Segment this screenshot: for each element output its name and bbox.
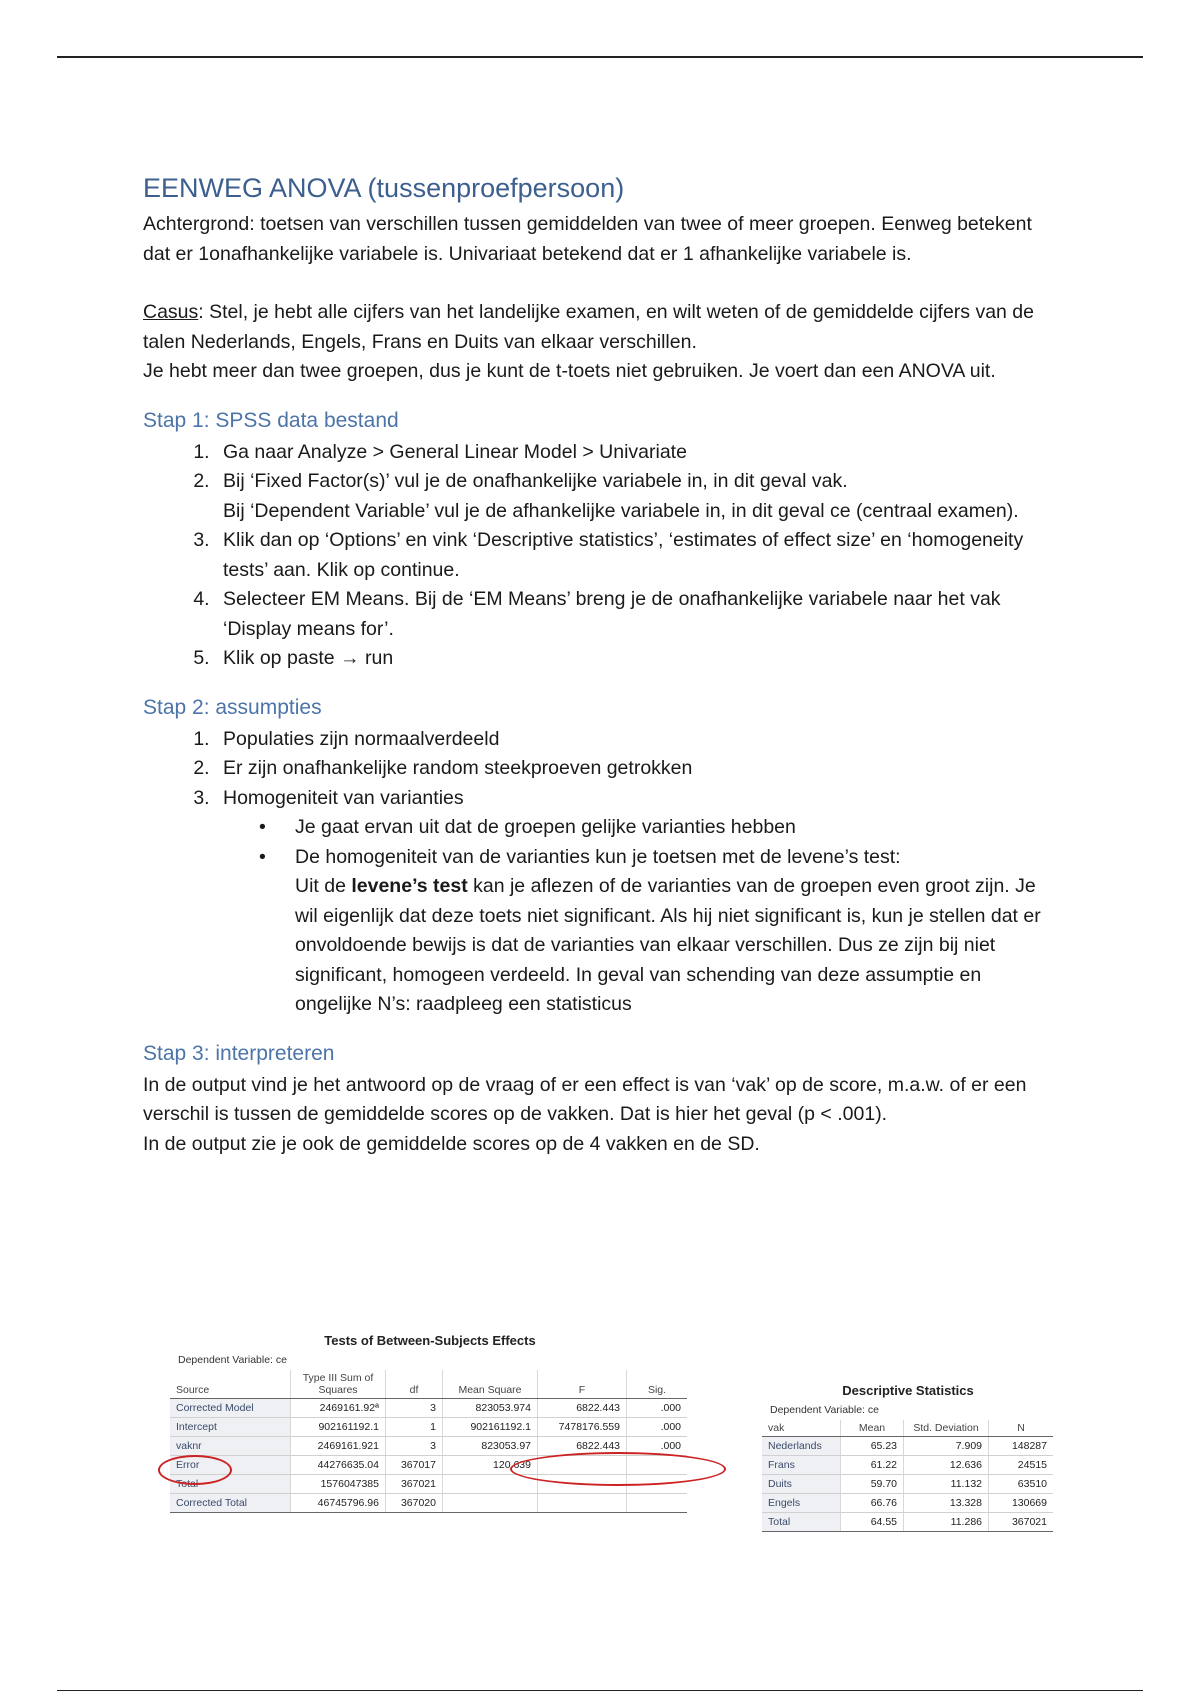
table-row bbox=[170, 1418, 687, 1437]
list-item bbox=[215, 467, 1063, 526]
table-cell: Engels bbox=[762, 1494, 841, 1513]
list-item: 1. Populaties zijn normaalverdeeld bbox=[215, 725, 1063, 755]
table-cell: 2469161.921 bbox=[291, 1437, 386, 1456]
table-row bbox=[762, 1494, 1053, 1513]
list-item: 5. Klik op paste → run bbox=[215, 644, 1063, 674]
column-header: Mean Square bbox=[443, 1370, 538, 1399]
casus-paragraph-2: Je hebt meer dan twee groepen, dus je kunt de t-toets niet gebruiken. Je voert dan een ANOVA uit. bbox=[143, 360, 996, 382]
table-cell: .000 bbox=[627, 1437, 688, 1456]
step3-paragraph-2: In de output zie je ook de gemiddelde scores op de 4 vakken en de SD. bbox=[143, 1132, 760, 1155]
footer-rule bbox=[57, 1690, 1143, 1691]
table-cell: Error bbox=[170, 1456, 291, 1475]
column-header: Std. Deviation bbox=[904, 1420, 989, 1437]
table-cell: 367020 bbox=[386, 1494, 443, 1513]
table-cell: 63510 bbox=[989, 1475, 1054, 1494]
table-cell: 46745796.96 bbox=[291, 1494, 386, 1513]
table-cell: 902161192.1 bbox=[443, 1418, 538, 1437]
levene-pre: Uit de bbox=[295, 875, 352, 897]
highlight-oval-vaknr bbox=[158, 1455, 232, 1485]
descriptive-body bbox=[762, 1437, 1053, 1532]
descriptive-grid bbox=[762, 1420, 1053, 1532]
casus-text: : Stel, je hebt alle cijfers van het landelijke examen, en wilt weten of de gemiddelde cijfers van de talen Nederlands, Engels, Frans en Duits van elkaar verschillen. bbox=[143, 301, 1035, 353]
step3-paragraph-1: In de output vind je het antwoord op de vraag of er een effect is van ‘vak’ op de score, m.a.w. of er een verschil is tussen de gemiddelde scores op de vakken. Dat is hier het geval (p < .001). bbox=[143, 1073, 1027, 1125]
intro-paragraph: Achtergrond: toetsen van verschillen tussen gemiddelden van twee of meer groepen. Eenweg betekent dat er 1onafhankelijke variabele is. Univariaat betekend dat er 1 afhankelijke variabele is. bbox=[143, 213, 1032, 265]
table-cell: 367021 bbox=[989, 1513, 1054, 1532]
table-cell: 148287 bbox=[989, 1437, 1054, 1456]
table-row bbox=[170, 1494, 687, 1513]
between-dependent-variable: Dependent Variable: ce bbox=[178, 1354, 287, 1366]
column-header: Mean bbox=[841, 1420, 904, 1437]
casus-paragraph bbox=[143, 298, 1063, 357]
list-item-extra: Bij ‘Dependent Variable’ vul je de afhankelijke variabele in, in dit geval ce (centraal examen). bbox=[223, 499, 1019, 522]
header-rule bbox=[57, 56, 1143, 58]
document-body bbox=[143, 170, 1063, 1159]
page-title: EENWEG ANOVA (tussenproefpersoon) bbox=[143, 173, 625, 203]
bullet-item: • Je gaat ervan uit dat de groepen gelijke varianties hebben bbox=[295, 813, 1063, 843]
between-subjects-table bbox=[170, 1333, 690, 1513]
levene-post: kan je aflezen of de varianties van de groepen even groot zijn. Je wil eigenlijk dat deze toets niet significant. Als hij niet significant is, kun je stellen dat er onvoldoende bewijs is dat de varianties van elkaar verschillen. Dus ze zijn bij niet significant, homogeen verdeeld. In geval van schending van deze assumptie en ongelijke N’s: raadpleeg een statisticus bbox=[295, 875, 1041, 1015]
table-cell: vaknr bbox=[170, 1437, 291, 1456]
table-cell: 66.76 bbox=[841, 1494, 904, 1513]
table-cell bbox=[443, 1494, 538, 1513]
table-cell: Nederlands bbox=[762, 1437, 841, 1456]
bullet-text: De homogeniteit van de varianties kun je toetsen met de levene’s test: bbox=[295, 845, 901, 868]
table-cell: .000 bbox=[627, 1399, 688, 1418]
table-cell: 120.639 bbox=[443, 1456, 538, 1475]
column-header: F bbox=[538, 1370, 627, 1399]
table-cell: 6822.443 bbox=[538, 1437, 627, 1456]
table-cell: 44276635.04 bbox=[291, 1456, 386, 1475]
step2-bullets bbox=[223, 813, 1063, 1020]
step1-list bbox=[143, 438, 1063, 674]
step2-heading: Stap 2: assumpties bbox=[143, 695, 322, 719]
table-cell: Total bbox=[762, 1513, 841, 1532]
table-cell: 59.70 bbox=[841, 1475, 904, 1494]
list-item-text: Homogeniteit van varianties bbox=[223, 786, 464, 809]
table-cell: 2469161.92ª bbox=[291, 1399, 386, 1418]
column-header: Type III Sum of Squares bbox=[291, 1370, 386, 1399]
column-header: Source bbox=[170, 1370, 291, 1399]
table-cell: 61.22 bbox=[841, 1456, 904, 1475]
list-item-text: Bij ‘Fixed Factor(s)’ vul je de onafhankelijke variabele in, in dit geval vak. bbox=[223, 470, 848, 492]
levene-bold: levene’s test bbox=[351, 875, 468, 897]
step3-heading: Stap 3: interpreteren bbox=[143, 1041, 335, 1065]
table-row bbox=[762, 1513, 1053, 1532]
table-cell bbox=[627, 1494, 688, 1513]
table-row bbox=[170, 1399, 687, 1418]
table-cell: 902161192.1 bbox=[291, 1418, 386, 1437]
table-cell: 367021 bbox=[386, 1475, 443, 1494]
bullet-item bbox=[295, 843, 1063, 1020]
column-header: N bbox=[989, 1420, 1054, 1437]
table-row bbox=[762, 1437, 1053, 1456]
list-item: 2. Er zijn onafhankelijke random steekproeven getrokken bbox=[215, 754, 1063, 784]
table-cell: Frans bbox=[762, 1456, 841, 1475]
table-cell: Intercept bbox=[170, 1418, 291, 1437]
table-cell: 12.636 bbox=[904, 1456, 989, 1475]
table-cell bbox=[538, 1494, 627, 1513]
descriptive-dependent-variable: Dependent Variable: ce bbox=[770, 1404, 879, 1416]
table-cell: 823053.974 bbox=[443, 1399, 538, 1418]
table-cell: 7.909 bbox=[904, 1437, 989, 1456]
table-cell: Total bbox=[170, 1475, 291, 1494]
table-cell: .000 bbox=[627, 1418, 688, 1437]
list-item bbox=[215, 784, 1063, 1020]
table-cell: 6822.443 bbox=[538, 1399, 627, 1418]
list-item: 1. Ga naar Analyze > General Linear Model > Univariate bbox=[215, 438, 1063, 468]
table-cell: 13.328 bbox=[904, 1494, 989, 1513]
table-row bbox=[762, 1456, 1053, 1475]
table-cell: 65.23 bbox=[841, 1437, 904, 1456]
table-cell: 24515 bbox=[989, 1456, 1054, 1475]
step2-list bbox=[143, 725, 1063, 1020]
table-cell: Duits bbox=[762, 1475, 841, 1494]
list-item: 4. Selecteer EM Means. Bij de ‘EM Means’ breng je de onafhankelijke variabele naar het vak ‘Display means for’. bbox=[215, 585, 1063, 644]
column-header: vak bbox=[762, 1420, 841, 1437]
table-cell: 11.286 bbox=[904, 1513, 989, 1532]
table-cell: 1576047385 bbox=[291, 1475, 386, 1494]
table-cell: 823053.97 bbox=[443, 1437, 538, 1456]
table-cell: 3 bbox=[386, 1437, 443, 1456]
table-cell: 64.55 bbox=[841, 1513, 904, 1532]
column-header: Sig. bbox=[627, 1370, 688, 1399]
between-title: Tests of Between-Subjects Effects bbox=[324, 1333, 536, 1348]
table-cell: 11.132 bbox=[904, 1475, 989, 1494]
between-grid bbox=[170, 1370, 687, 1513]
table-cell: Corrected Total bbox=[170, 1494, 291, 1513]
table-cell: 367017 bbox=[386, 1456, 443, 1475]
list-item: 3. Klik dan op ‘Options’ en vink ‘Descriptive statistics’, ‘estimates of effect size’ en ‘homogeneity tests’ aan. Klik op continue. bbox=[215, 526, 1063, 585]
table-cell: 1 bbox=[386, 1418, 443, 1437]
descriptive-title: Descriptive Statistics bbox=[842, 1383, 974, 1398]
descriptive-table bbox=[762, 1383, 1054, 1532]
highlight-oval-f-value bbox=[510, 1452, 726, 1486]
table-cell: 130669 bbox=[989, 1494, 1054, 1513]
table-cell: 3 bbox=[386, 1399, 443, 1418]
table-cell: Corrected Model bbox=[170, 1399, 291, 1418]
casus-label: Casus bbox=[143, 301, 199, 323]
step1-heading: Stap 1: SPSS data bestand bbox=[143, 408, 399, 432]
table-cell: 7478176.559 bbox=[538, 1418, 627, 1437]
table-row bbox=[762, 1475, 1053, 1494]
column-header: df bbox=[386, 1370, 443, 1399]
